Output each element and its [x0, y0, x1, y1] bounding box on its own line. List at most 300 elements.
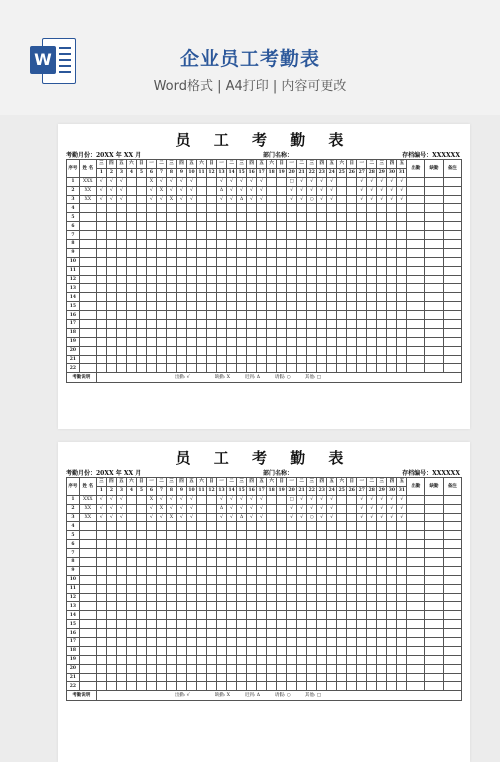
attendance-cell	[247, 566, 257, 575]
attendance-cell	[317, 531, 327, 540]
attendance-cell	[156, 337, 166, 346]
attendance-cell	[277, 584, 287, 593]
attendance-cell	[136, 266, 146, 275]
weekday-cell: 三	[307, 160, 317, 169]
attendance-cell	[96, 549, 106, 558]
attendance-cell: √	[397, 195, 407, 204]
attendance-cell	[237, 611, 247, 620]
attendance-cell	[327, 266, 337, 275]
attendance-cell	[136, 566, 146, 575]
attendance-cell	[217, 364, 227, 373]
absent-count-cell	[425, 222, 443, 231]
attendance-cell	[247, 522, 257, 531]
attendance-cell: √	[357, 186, 367, 195]
attendance-cell	[317, 629, 327, 638]
absent-count-cell	[425, 549, 443, 558]
table-row	[67, 240, 462, 249]
attendance-cell	[377, 558, 387, 567]
attendance-cell	[327, 540, 337, 549]
attendance-cell	[217, 566, 227, 575]
attendance-cell	[237, 655, 247, 664]
note-cell	[443, 673, 461, 682]
attendance-cell: √	[146, 504, 156, 513]
day-number-cell: 23	[318, 170, 325, 176]
attendance-cell	[126, 566, 136, 575]
attendance-cell	[237, 257, 247, 266]
attendance-cell	[166, 611, 176, 620]
attendance-cell	[136, 231, 146, 240]
attendance-cell	[317, 611, 327, 620]
attendance-cell	[257, 355, 267, 364]
attendance-cell: √	[176, 513, 186, 522]
attendance-cell	[247, 540, 257, 549]
attendance-cell	[347, 664, 357, 673]
attendance-cell	[227, 602, 237, 611]
attendance-cell	[197, 540, 207, 549]
attendance-cell	[116, 257, 126, 266]
attendance-cell: √	[227, 177, 237, 186]
day-number-cell: 20	[288, 170, 295, 176]
day-number-cell: 9	[176, 168, 186, 177]
day-number-cell: 17	[258, 488, 265, 494]
attendance-cell	[347, 646, 357, 655]
attendance-cell	[116, 611, 126, 620]
attendance-cell	[387, 257, 397, 266]
attendance-cell	[357, 522, 367, 531]
attendance-cell	[197, 213, 207, 222]
attendance-cell	[377, 584, 387, 593]
attendance-cell	[126, 320, 136, 329]
attendance-cell	[247, 682, 257, 691]
weekday-cell: 五	[327, 478, 337, 487]
attendance-cell	[317, 682, 327, 691]
attendance-cell	[357, 593, 367, 602]
attendance-cell	[397, 204, 407, 213]
attendance-cell	[237, 602, 247, 611]
attendance-cell	[237, 266, 247, 275]
present-count-cell	[407, 337, 425, 346]
attendance-cell	[187, 531, 197, 540]
attendance-cell	[176, 629, 186, 638]
attendance-cell	[367, 664, 377, 673]
day-number-cell: 28	[368, 170, 375, 176]
attendance-cell	[126, 328, 136, 337]
attendance-cell	[357, 566, 367, 575]
attendance-cell	[317, 646, 327, 655]
attendance-cell	[116, 646, 126, 655]
attendance-cell	[136, 620, 146, 629]
attendance-cell	[267, 504, 277, 513]
attendance-cell	[156, 522, 166, 531]
attendance-cell	[317, 311, 327, 320]
employee-name	[79, 531, 96, 540]
day-number-cell: 25	[338, 170, 345, 176]
attendance-cell	[327, 222, 337, 231]
attendance-cell	[146, 522, 156, 531]
attendance-cell	[257, 364, 267, 373]
attendance-cell	[187, 611, 197, 620]
present-count-cell	[407, 495, 425, 504]
weekday-cell: 六	[337, 160, 347, 169]
attendance-cell	[307, 293, 317, 302]
absent-count-cell	[425, 257, 443, 266]
attendance-cell	[337, 257, 347, 266]
attendance-cell: √	[367, 195, 377, 204]
attendance-cell	[247, 222, 257, 231]
attendance-cell	[126, 284, 136, 293]
day-number-cell: 5	[136, 168, 146, 177]
attendance-cell	[277, 231, 287, 240]
present-count-cell	[407, 302, 425, 311]
attendance-cell	[217, 664, 227, 673]
attendance-cell	[217, 284, 227, 293]
attendance-cell	[267, 620, 277, 629]
attendance-cell	[217, 673, 227, 682]
attendance-cell	[187, 638, 197, 647]
attendance-cell	[337, 575, 347, 584]
attendance-cell	[267, 602, 277, 611]
attendance-cell	[126, 646, 136, 655]
employee-name	[79, 522, 96, 531]
attendance-cell	[227, 257, 237, 266]
attendance-cell	[357, 346, 367, 355]
attendance-cell	[166, 231, 176, 240]
attendance-cell	[197, 682, 207, 691]
note-cell	[443, 204, 461, 213]
attendance-cell	[146, 257, 156, 266]
attendance-cell	[297, 337, 307, 346]
attendance-cell	[156, 204, 166, 213]
attendance-cell	[217, 602, 227, 611]
absent-count-cell	[425, 248, 443, 257]
employee-name	[79, 629, 96, 638]
attendance-cell	[317, 222, 327, 231]
attendance-cell	[197, 222, 207, 231]
attendance-cell	[156, 646, 166, 655]
day-number-cell: 2	[106, 486, 116, 495]
present-count-cell	[407, 284, 425, 293]
attendance-cell	[357, 629, 367, 638]
attendance-cell	[96, 593, 106, 602]
attendance-cell	[207, 531, 217, 540]
table-row	[67, 257, 462, 266]
attendance-cell	[247, 328, 257, 337]
absent-count-cell	[425, 558, 443, 567]
attendance-cell	[166, 266, 176, 275]
attendance-cell	[267, 673, 277, 682]
attendance-cell	[327, 275, 337, 284]
attendance-cell: √	[176, 495, 186, 504]
attendance-cell	[297, 602, 307, 611]
attendance-cell	[176, 540, 186, 549]
attendance-cell	[317, 284, 327, 293]
attendance-cell	[317, 213, 327, 222]
attendance-cell	[96, 257, 106, 266]
attendance-cell	[317, 257, 327, 266]
attendance-cell	[357, 302, 367, 311]
attendance-cell	[367, 673, 377, 682]
attendance-cell	[126, 655, 136, 664]
attendance-cell	[387, 682, 397, 691]
attendance-cell	[347, 222, 357, 231]
day-number-cell: 18	[268, 170, 275, 176]
attendance-cell	[176, 673, 186, 682]
attendance-cell	[257, 682, 267, 691]
attendance-cell	[297, 522, 307, 531]
attendance-cell	[277, 522, 287, 531]
attendance-cell	[357, 337, 367, 346]
attendance-cell	[126, 638, 136, 647]
attendance-cell	[267, 531, 277, 540]
attendance-cell	[156, 673, 166, 682]
attendance-cell	[397, 337, 407, 346]
present-count-cell	[407, 646, 425, 655]
attendance-cell: √	[297, 177, 307, 186]
attendance-cell	[337, 266, 347, 275]
attendance-cell	[247, 213, 257, 222]
row-number: 20	[67, 664, 80, 673]
table-row	[67, 504, 462, 513]
row-number: 18	[67, 646, 80, 655]
present-count-cell	[407, 513, 425, 522]
attendance-cell	[106, 558, 116, 567]
attendance-cell	[287, 558, 297, 567]
employee-name: XX	[79, 186, 96, 195]
note-cell	[443, 549, 461, 558]
attendance-cell	[257, 566, 267, 575]
row-number: 16	[67, 311, 80, 320]
attendance-cell	[277, 177, 287, 186]
attendance-cell: √	[146, 186, 156, 195]
note-cell	[443, 275, 461, 284]
attendance-cell	[317, 558, 327, 567]
attendance-cell	[96, 213, 106, 222]
day-number-cell: 8	[166, 486, 176, 495]
attendance-cell	[257, 655, 267, 664]
attendance-cell	[227, 328, 237, 337]
attendance-cell	[347, 673, 357, 682]
attendance-cell	[96, 364, 106, 373]
attendance-cell	[166, 629, 176, 638]
attendance-cell	[146, 355, 156, 364]
attendance-cell	[176, 248, 186, 257]
attendance-cell	[227, 293, 237, 302]
note-cell	[443, 364, 461, 373]
attendance-cell	[136, 240, 146, 249]
attendance-cell	[197, 638, 207, 647]
attendance-cell	[176, 364, 186, 373]
attendance-cell	[136, 248, 146, 257]
attendance-table	[66, 159, 462, 383]
attendance-grid	[66, 477, 462, 701]
attendance-cell	[337, 195, 347, 204]
attendance-cell	[387, 320, 397, 329]
employee-name	[79, 222, 96, 231]
attendance-cell: Δ	[237, 513, 247, 522]
attendance-cell	[136, 584, 146, 593]
sheet-title: 员 工 考 勤 表	[175, 131, 353, 149]
attendance-cell	[327, 284, 337, 293]
attendance-cell	[287, 266, 297, 275]
attendance-cell	[187, 328, 197, 337]
attendance-cell	[197, 186, 207, 195]
attendance-cell	[277, 195, 287, 204]
attendance-cell	[307, 629, 317, 638]
col-header-present: 出勤	[407, 478, 425, 496]
attendance-cell	[267, 682, 277, 691]
attendance-cell	[257, 664, 267, 673]
table-row	[67, 248, 462, 257]
col-header-note: 备注	[443, 478, 461, 496]
attendance-cell	[337, 513, 347, 522]
attendance-cell	[207, 566, 217, 575]
day-number-cell: 14	[228, 488, 235, 494]
attendance-cell	[116, 213, 126, 222]
attendance-cell	[166, 240, 176, 249]
day-number-cell: 15	[238, 170, 245, 176]
attendance-cell	[267, 584, 277, 593]
attendance-cell: √	[247, 195, 257, 204]
note-cell	[443, 611, 461, 620]
attendance-cell	[347, 204, 357, 213]
table-row	[67, 638, 462, 647]
attendance-cell	[96, 611, 106, 620]
attendance-cell	[247, 320, 257, 329]
attendance-cell	[116, 620, 126, 629]
employee-name	[79, 575, 96, 584]
row-number: 10	[67, 257, 80, 266]
row-number: 15	[67, 302, 80, 311]
employee-name	[79, 355, 96, 364]
document-preview-page-1	[58, 124, 470, 429]
day-number-cell: 12	[208, 170, 215, 176]
legend-item: 出勤: √	[174, 375, 190, 381]
weekday-cell: 六	[126, 160, 136, 169]
weekday-cell: 二	[156, 160, 166, 169]
attendance-cell	[96, 302, 106, 311]
note-cell	[443, 346, 461, 355]
attendance-cell	[217, 240, 227, 249]
attendance-cell	[197, 293, 207, 302]
employee-name: XXX	[79, 177, 96, 186]
attendance-cell	[176, 302, 186, 311]
present-count-cell	[407, 584, 425, 593]
attendance-cell	[297, 266, 307, 275]
attendance-cell: √	[397, 504, 407, 513]
attendance-cell	[227, 522, 237, 531]
attendance-cell	[347, 346, 357, 355]
attendance-cell	[176, 638, 186, 647]
attendance-cell	[136, 293, 146, 302]
attendance-cell	[176, 293, 186, 302]
attendance-cell: √	[166, 504, 176, 513]
attendance-cell	[176, 311, 186, 320]
attendance-cell	[227, 558, 237, 567]
attendance-cell	[347, 311, 357, 320]
attendance-cell	[307, 575, 317, 584]
attendance-cell	[217, 257, 227, 266]
attendance-cell	[116, 575, 126, 584]
attendance-cell	[347, 638, 357, 647]
attendance-cell: √	[357, 513, 367, 522]
attendance-cell	[297, 558, 307, 567]
attendance-cell	[367, 302, 377, 311]
absent-count-cell	[425, 204, 443, 213]
attendance-cell: √	[327, 495, 337, 504]
attendance-cell	[387, 240, 397, 249]
attendance-cell	[197, 195, 207, 204]
attendance-cell	[357, 602, 367, 611]
attendance-cell: √	[377, 495, 387, 504]
attendance-cell	[287, 673, 297, 682]
attendance-cell	[197, 558, 207, 567]
present-count-cell	[407, 293, 425, 302]
attendance-cell	[317, 566, 327, 575]
attendance-cell: √	[257, 177, 267, 186]
attendance-cell	[217, 584, 227, 593]
attendance-cell	[247, 620, 257, 629]
day-number-cell: 2	[106, 168, 116, 177]
attendance-cell	[357, 531, 367, 540]
attendance-cell	[96, 682, 106, 691]
day-number-cell: 21	[298, 170, 305, 176]
attendance-cell	[257, 266, 267, 275]
table-row	[67, 673, 462, 682]
attendance-cell: ○	[307, 195, 317, 204]
weekday-cell: 日	[277, 478, 287, 487]
employee-name	[79, 638, 96, 647]
legend-cell	[96, 691, 461, 701]
attendance-cell	[247, 664, 257, 673]
attendance-cell	[387, 655, 397, 664]
attendance-cell	[136, 504, 146, 513]
attendance-cell	[156, 213, 166, 222]
attendance-cell	[197, 284, 207, 293]
attendance-cell	[287, 222, 297, 231]
attendance-cell	[367, 682, 377, 691]
present-count-cell	[407, 655, 425, 664]
attendance-cell	[267, 513, 277, 522]
attendance-cell	[116, 531, 126, 540]
attendance-cell	[297, 575, 307, 584]
attendance-cell	[277, 293, 287, 302]
attendance-cell	[146, 611, 156, 620]
attendance-cell	[307, 611, 317, 620]
department-name: 部门名称：	[263, 470, 294, 477]
attendance-cell	[116, 558, 126, 567]
attendance-cell	[126, 346, 136, 355]
attendance-cell	[307, 231, 317, 240]
table-row	[67, 186, 462, 195]
table-row	[67, 566, 462, 575]
attendance-cell	[136, 638, 146, 647]
attendance-cell	[317, 638, 327, 647]
attendance-cell	[166, 311, 176, 320]
day-number-cell: 5	[136, 486, 146, 495]
attendance-cell	[267, 593, 277, 602]
attendance-cell	[176, 328, 186, 337]
employee-name	[79, 231, 96, 240]
attendance-cell	[217, 531, 227, 540]
attendance-cell	[166, 204, 176, 213]
row-number: 2	[67, 504, 80, 513]
attendance-cell	[377, 302, 387, 311]
day-number-cell: 24	[328, 170, 335, 176]
attendance-cell	[397, 558, 407, 567]
present-count-cell	[407, 204, 425, 213]
attendance-cell	[166, 664, 176, 673]
table-row	[67, 646, 462, 655]
